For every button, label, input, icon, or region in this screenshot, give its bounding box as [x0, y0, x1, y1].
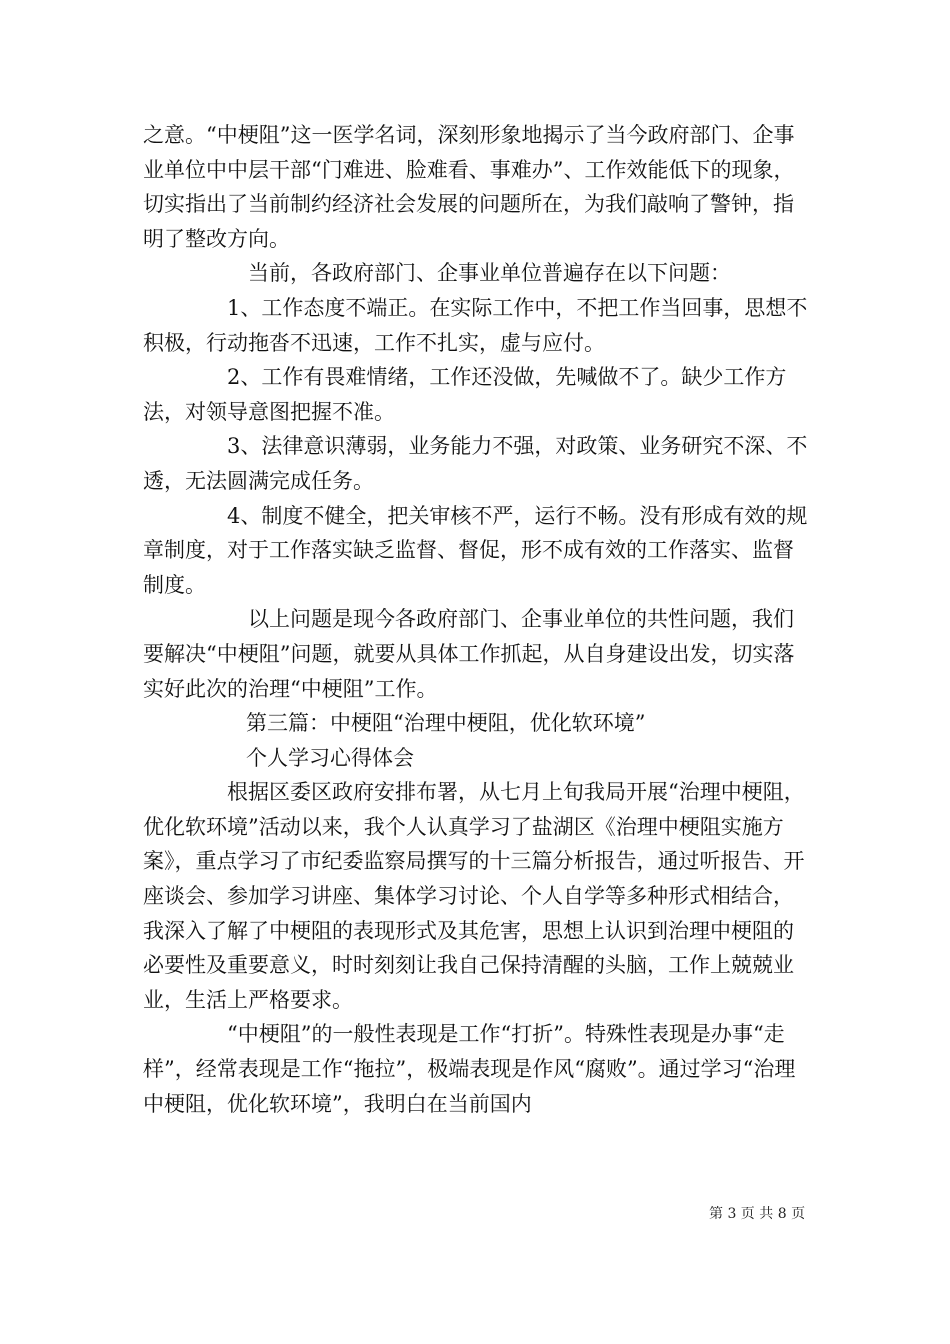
paragraph-problems-lead: 当前，各政府部门、企事业单位普遍存在以下问题： [248, 261, 731, 286]
paragraph-conclusion: 以上问题是现今各政府部门、企事业单位的共性问题，我们要解决“中梗阻”问题，就要从具体工作抓起，从自身建设出发，切实落实好此次的治理“中梗阻”工作。 [143, 607, 795, 701]
paragraph-problem-4: 4、制度不健全，把关审核不严，运行不畅。没有形成有效的规章制度，对于工作落实缺乏监督、督促，形不成有效的工作落实、监督制度。 [143, 503, 808, 597]
section-title: 第三篇：中梗阻“治理中梗阻，优化软环境” [246, 711, 646, 736]
paragraph-problem-3: 3、法律意识薄弱，业务能力不强，对政策、业务研究不深、不透，无法圆满完成任务。 [143, 434, 808, 493]
paragraph-study: 根据区委区政府安排布署，从七月上旬我局开展“治理中梗阻，优化软环境”活动以来，我个人认真学习了盐湖区《治理中梗阻实施方案》，重点学习了市纪委监察局撰写的十三篇分析报告，通过听报告、开座谈会、参加学习讲座、集体学习讨论、个人自学等多种形式相结合，我深入了解了中梗阻的表现形式及其危害，思想上认识到治理中梗阻的必要性及重要意义，时时刻刻让我自己保持清醒的头脑，工作上兢兢业业，生活上严格要求。 [143, 780, 805, 1012]
page-number-footer: 第 3 页 共 8 页 [709, 1206, 806, 1222]
paragraph-manifestations: “中梗阻”的一般性表现是工作“打折”。特殊性表现是办事“走样”，经常表现是工作“拖拉”，极端表现是作风“腐败”。通过学习“治理中梗阻，优化软环境”，我明白在当前国内 [143, 1022, 796, 1116]
paragraph-intro-continued: 之意。“中梗阻”这一医学名词，深刻形象地揭示了当今政府部门、企事业单位中中层干部“门难进、脸难看、事难办”、工作效能低下的现象，切实指出了当前制约经济社会发展的问题所在，为我们敲响了警钟，指明了整改方向。 [143, 123, 795, 251]
section-subtitle: 个人学习心得体会 [246, 745, 414, 770]
paragraph-problem-1: 1、工作态度不端正。在实际工作中，不把工作当回事，思想不积极，行动拖沓不迅速，工作不扎实，虚与应付。 [143, 295, 808, 355]
body-text [143, 118, 811, 1121]
paragraph-problem-2: 2、工作有畏难情绪，工作还没做，先喊做不了。缺少工作方法，对领导意图把握不准。 [143, 365, 787, 424]
